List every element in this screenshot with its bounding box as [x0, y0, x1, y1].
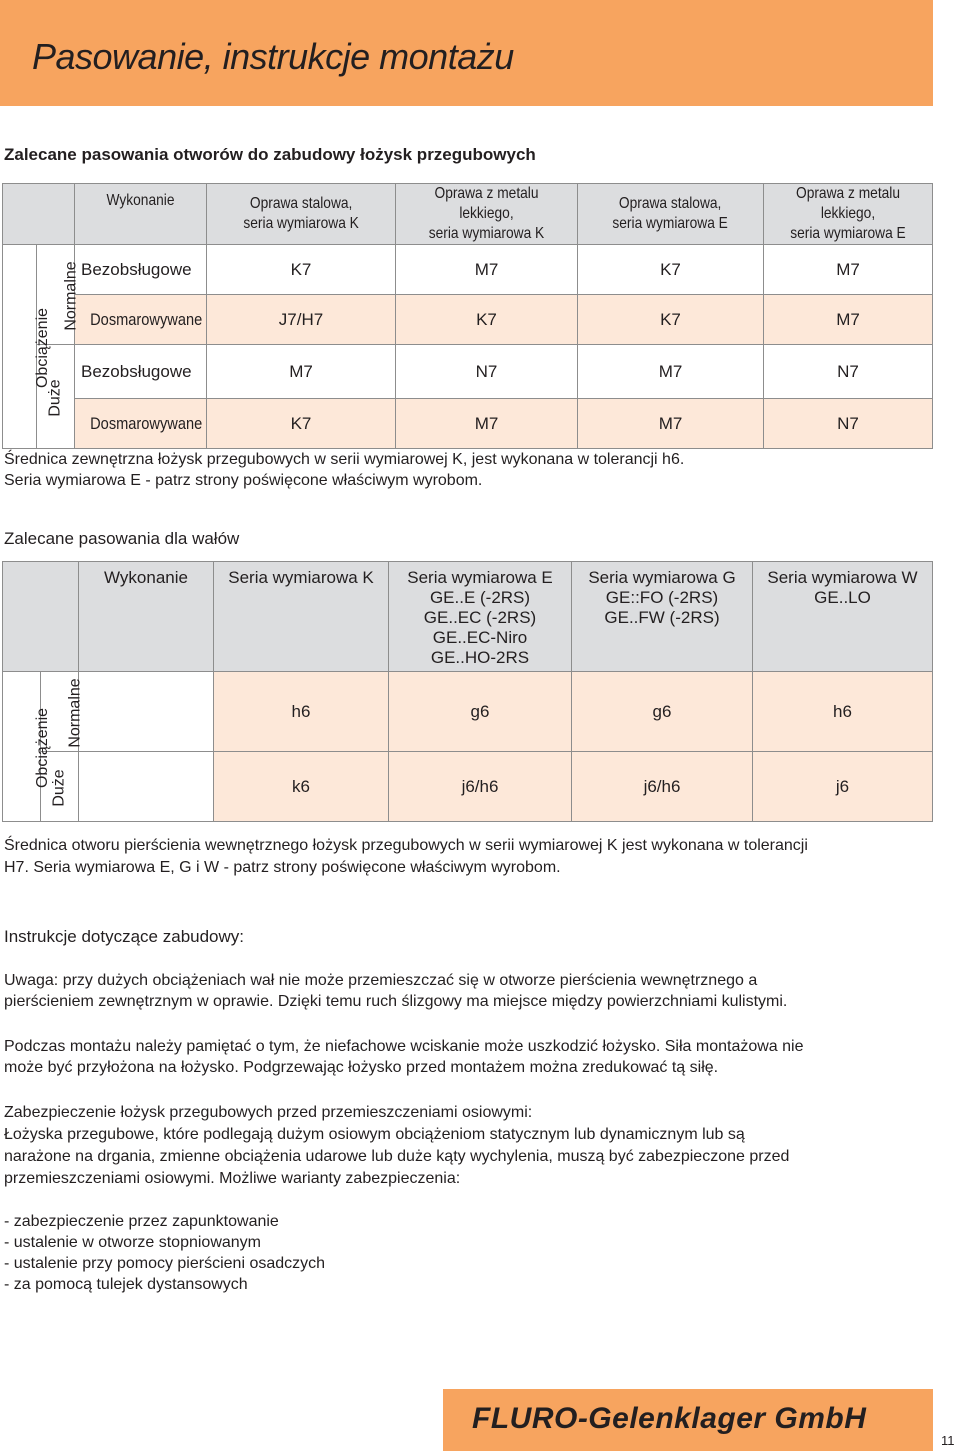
load-label: Obciążenie	[34, 707, 52, 788]
table-row	[3, 672, 933, 752]
mounting-p3-line3: narażone na drgania, zmienne obciążenia udarowe lub duże kąty wychylenia, muszą być zabezpieczone przed	[4, 1148, 790, 1165]
fit-cell: K7	[578, 245, 764, 295]
load-label-cell	[3, 672, 52, 822]
fit-cell: j6	[753, 752, 933, 822]
fit-cell: K7	[396, 295, 578, 345]
shaft-fits-table	[2, 561, 933, 822]
empty-variant-cell	[79, 672, 214, 752]
table-row	[3, 295, 933, 345]
list-item: - ustalenie przy pomocy pierścieni osadczych	[4, 1255, 326, 1272]
mounting-p1-line2: pierścieniem zewnętrznym w oprawie. Dzięki temu ruch ślizgowy ma miejsce między powierzchniami kulistymi.	[4, 993, 788, 1010]
table-row	[3, 245, 933, 295]
header-series-k: Seria wymiarowa K	[214, 562, 389, 672]
header-variant: Wykonanie	[75, 184, 207, 245]
fit-cell: M7	[578, 345, 764, 399]
group-heavy-label: Duże	[46, 378, 64, 417]
fit-cell: j6/h6	[389, 752, 572, 822]
fit-cell: J7/H7	[207, 295, 396, 345]
header-steel-e: Oprawa stalowa, seria wymiarowa E	[578, 184, 764, 245]
fit-cell: g6	[572, 672, 753, 752]
header-series-g: Seria wymiarowa G GE::FO (-2RS) GE..FW (-2RS)	[572, 562, 753, 672]
variant-cell: Dosmarowywane	[75, 295, 207, 345]
group-normal-label: Normalne	[62, 260, 80, 331]
fit-cell: N7	[764, 345, 933, 399]
fit-cell: h6	[214, 672, 389, 752]
list-item: - ustalenie w otworze stopniowanym	[4, 1234, 262, 1251]
shaft-note-2: H7. Seria wymiarowa E, G i W - patrz strony poświęcone właściwym wyrobom.	[4, 859, 561, 876]
fit-cell: K7	[578, 295, 764, 345]
mounting-p3-line1: Zabezpieczenie łożysk przegubowych przed przemieszczeniami osiowymi:	[4, 1104, 533, 1121]
page-number: 11	[941, 1433, 955, 1448]
mounting-p3-line4: przemieszczeniami osiowymi. Możliwe warianty zabezpieczenia:	[4, 1170, 461, 1187]
variant-cell: Dosmarowywane	[75, 399, 207, 449]
header-series-e: Seria wymiarowa E GE..E (-2RS) GE..EC (-2RS) GE..EC-Niro GE..HO-2RS	[389, 562, 572, 672]
fit-cell: M7	[764, 245, 933, 295]
fit-cell: j6/h6	[572, 752, 753, 822]
header-series-w: Seria wymiarowa W GE..LO	[753, 562, 933, 672]
fit-cell: M7	[396, 399, 578, 449]
list-item: - zabezpieczenie przez zapunktowanie	[4, 1213, 279, 1230]
fit-cell: M7	[764, 295, 933, 345]
shaft-fits-title: Zalecane pasowania dla wałów	[4, 529, 240, 548]
header-light-k: Oprawa z metalu lekkiego, seria wymiarowa K	[396, 184, 578, 245]
fit-cell: N7	[764, 399, 933, 449]
mounting-p1-line1: Uwaga: przy dużych obciążeniach wał nie może przemieszczać się w otworze pierścienia wewnętrznego a	[4, 972, 758, 989]
brand-logo-text: FLURO-Gelenklager GmbH	[472, 1402, 867, 1435]
load-label: Obciążenie	[34, 307, 52, 388]
mounting-p2-line1: Podczas montażu należy pamiętać o tym, że niefachowe wciskanie może uszkodzić łożysko. Siła montażowa nie	[4, 1038, 804, 1055]
mounting-title: Instrukcje dotyczące zabudowy:	[4, 927, 245, 946]
fit-cell: g6	[389, 672, 572, 752]
corner-cell	[3, 184, 75, 245]
table-row	[3, 399, 933, 449]
securing-options-list	[4, 1211, 924, 1295]
table-row	[3, 752, 933, 822]
empty-variant-cell	[79, 752, 214, 822]
housing-fits-table	[2, 183, 933, 449]
fit-cell: h6	[753, 672, 933, 752]
fit-cell: N7	[396, 345, 578, 399]
fit-cell: M7	[207, 345, 396, 399]
variant-cell: Bezobsługowe	[75, 345, 207, 399]
fit-cell: K7	[207, 245, 396, 295]
header-variant: Wykonanie	[79, 562, 214, 672]
variant-cell: Bezobsługowe	[75, 245, 207, 295]
fit-cell: M7	[396, 245, 578, 295]
fit-cell: K7	[207, 399, 396, 449]
list-item: - za pomocą tulejek dystansowych	[4, 1276, 248, 1293]
fit-cell: k6	[214, 752, 389, 822]
corner-cell	[3, 562, 79, 672]
shaft-header-row	[3, 562, 933, 672]
mounting-p3-line2: Łożyska przegubowe, które podlegają dużym osiowym obciążeniom statycznym lub dynamicznym lub są	[4, 1126, 745, 1143]
group-heavy-label: Duże	[50, 768, 68, 807]
housing-note-1: Średnica zewnętrzna łożysk przegubowych w serii wymiarowej K, jest wykonana w tolerancji h6.	[4, 451, 685, 468]
shaft-note-1: Średnica otworu pierścienia wewnętrznego łożysk przegubowych w serii wymiarowej K jest wykonana w tolerancji	[4, 837, 808, 854]
header-light-e: Oprawa z metalu lekkiego, seria wymiarowa E	[764, 184, 933, 245]
housing-fits-title: Zalecane pasowania otworów do zabudowy łożysk przegubowych	[4, 145, 536, 164]
group-normal-label: Normalne	[66, 677, 84, 748]
page-title: Pasowanie, instrukcje montażu	[32, 36, 514, 77]
header-steel-k: Oprawa stalowa, seria wymiarowa K	[207, 184, 396, 245]
load-label-cell	[3, 245, 52, 449]
housing-header-row	[3, 184, 933, 245]
table-row	[3, 345, 933, 399]
fit-cell: M7	[578, 399, 764, 449]
housing-note-2: Seria wymiarowa E - patrz strony poświęcone właściwym wyrobom.	[4, 472, 483, 489]
mounting-p2-line2: może być przyłożona na łożysko. Podgrzewając łożysko przed montażem można zredukować tą siłę.	[4, 1059, 719, 1076]
